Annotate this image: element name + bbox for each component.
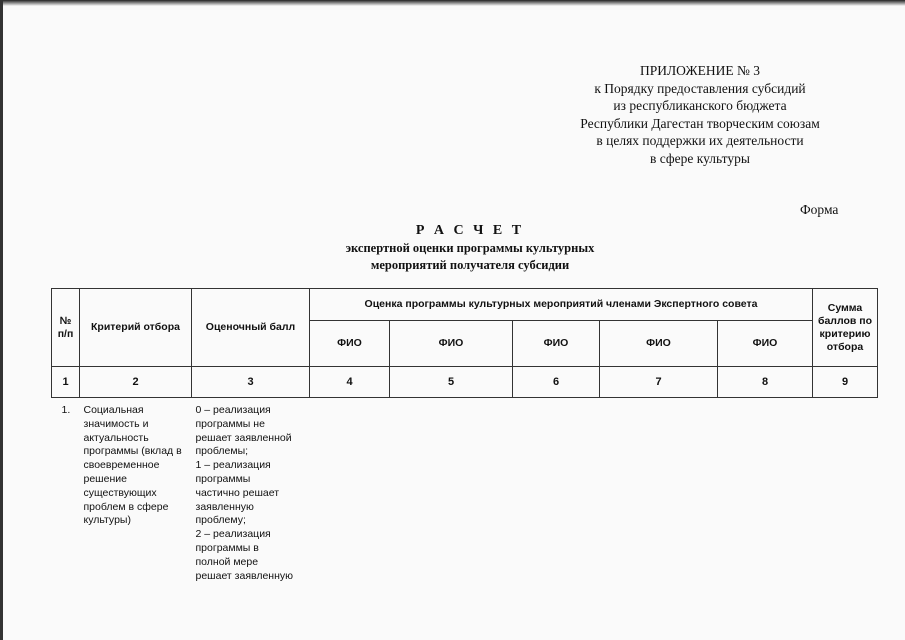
score-line: решает заявленную (195, 569, 294, 582)
row-cell-empty (310, 398, 390, 585)
criterion-line: актуальность (83, 431, 149, 444)
criterion-line: существующих (83, 486, 157, 499)
title-line-1: Р А С Ч Е Т (415, 223, 525, 238)
criterion-line: своевременное (83, 459, 160, 472)
appendix-line: к Порядку предоставления субсидий (594, 80, 806, 96)
criterion-line: решение (83, 472, 127, 485)
document-title (140, 222, 800, 274)
score-line: полной мере (195, 555, 259, 568)
form-label: Форма (800, 202, 839, 217)
column-number: 7 (600, 367, 718, 398)
appendix-header (540, 62, 860, 167)
column-number: 6 (513, 367, 600, 398)
appendix-line: ПРИЛОЖЕНИЕ № 3 (639, 63, 761, 78)
row-cell-empty (513, 398, 600, 585)
score-line: 2 – реализация (195, 528, 271, 541)
header-member-5: ФИО (718, 321, 813, 367)
header-criterion: Критерий отбора (80, 289, 192, 367)
row-cell-empty (718, 398, 813, 585)
header-member-2: ФИО (390, 321, 513, 367)
header-member-1: ФИО (310, 321, 390, 367)
column-number: 3 (192, 367, 310, 398)
score-line: заявленную (195, 500, 254, 513)
table-row (52, 398, 878, 585)
scan-edge-top (0, 0, 905, 6)
appendix-line: Республики Дагестан творческим союзам (580, 115, 820, 131)
score-line: программы не (195, 417, 265, 430)
score-line: частично решает (195, 486, 280, 499)
row-score (192, 398, 310, 585)
header-council: Оценка программы культурных мероприятий членами Экспертного совета (310, 289, 813, 321)
column-number: 8 (718, 367, 813, 398)
score-line: решает заявленной (195, 431, 292, 444)
column-number: 1 (52, 367, 80, 398)
column-number: 4 (310, 367, 390, 398)
criterion-line: программы (вклад в (83, 445, 182, 458)
criterion-line: культуры) (83, 514, 131, 527)
score-line: программы в (195, 541, 259, 554)
column-number: 9 (813, 367, 878, 398)
criterion-line: Социальная (83, 404, 144, 416)
row-cell-empty (390, 398, 513, 585)
header-score: Оценочный балл (192, 289, 310, 367)
header-sum: Сумма баллов по критерию отбора (813, 289, 878, 367)
appendix-line: в сфере культуры (650, 150, 750, 166)
criterion-line: значимость и (83, 417, 149, 430)
score-line: проблемы; (195, 445, 249, 458)
column-number: 5 (390, 367, 513, 398)
row-cell-empty (813, 398, 878, 585)
header-num: № п/п (52, 289, 80, 367)
score-line: 0 – реализация (195, 404, 271, 416)
score-line: программы (195, 472, 251, 485)
appendix-line: в целях поддержки их деятельности (596, 133, 804, 148)
title-line-2: экспертной оценки программы культурных (345, 241, 595, 255)
appendix-line: из республиканского бюджета (613, 98, 787, 113)
row-criterion (80, 398, 192, 585)
score-line: проблему; (195, 514, 246, 527)
column-number: 2 (80, 367, 192, 398)
row-cell-empty (600, 398, 718, 585)
scan-edge-left (0, 0, 3, 640)
header-member-4: ФИО (600, 321, 718, 367)
evaluation-table (51, 288, 878, 584)
row-index: 1. (61, 404, 71, 416)
criterion-line: проблем в сфере (83, 500, 169, 513)
score-line: 1 – реализация (195, 459, 271, 472)
header-member-3: ФИО (513, 321, 600, 367)
title-line-3: мероприятий получателя субсидии (370, 258, 570, 272)
